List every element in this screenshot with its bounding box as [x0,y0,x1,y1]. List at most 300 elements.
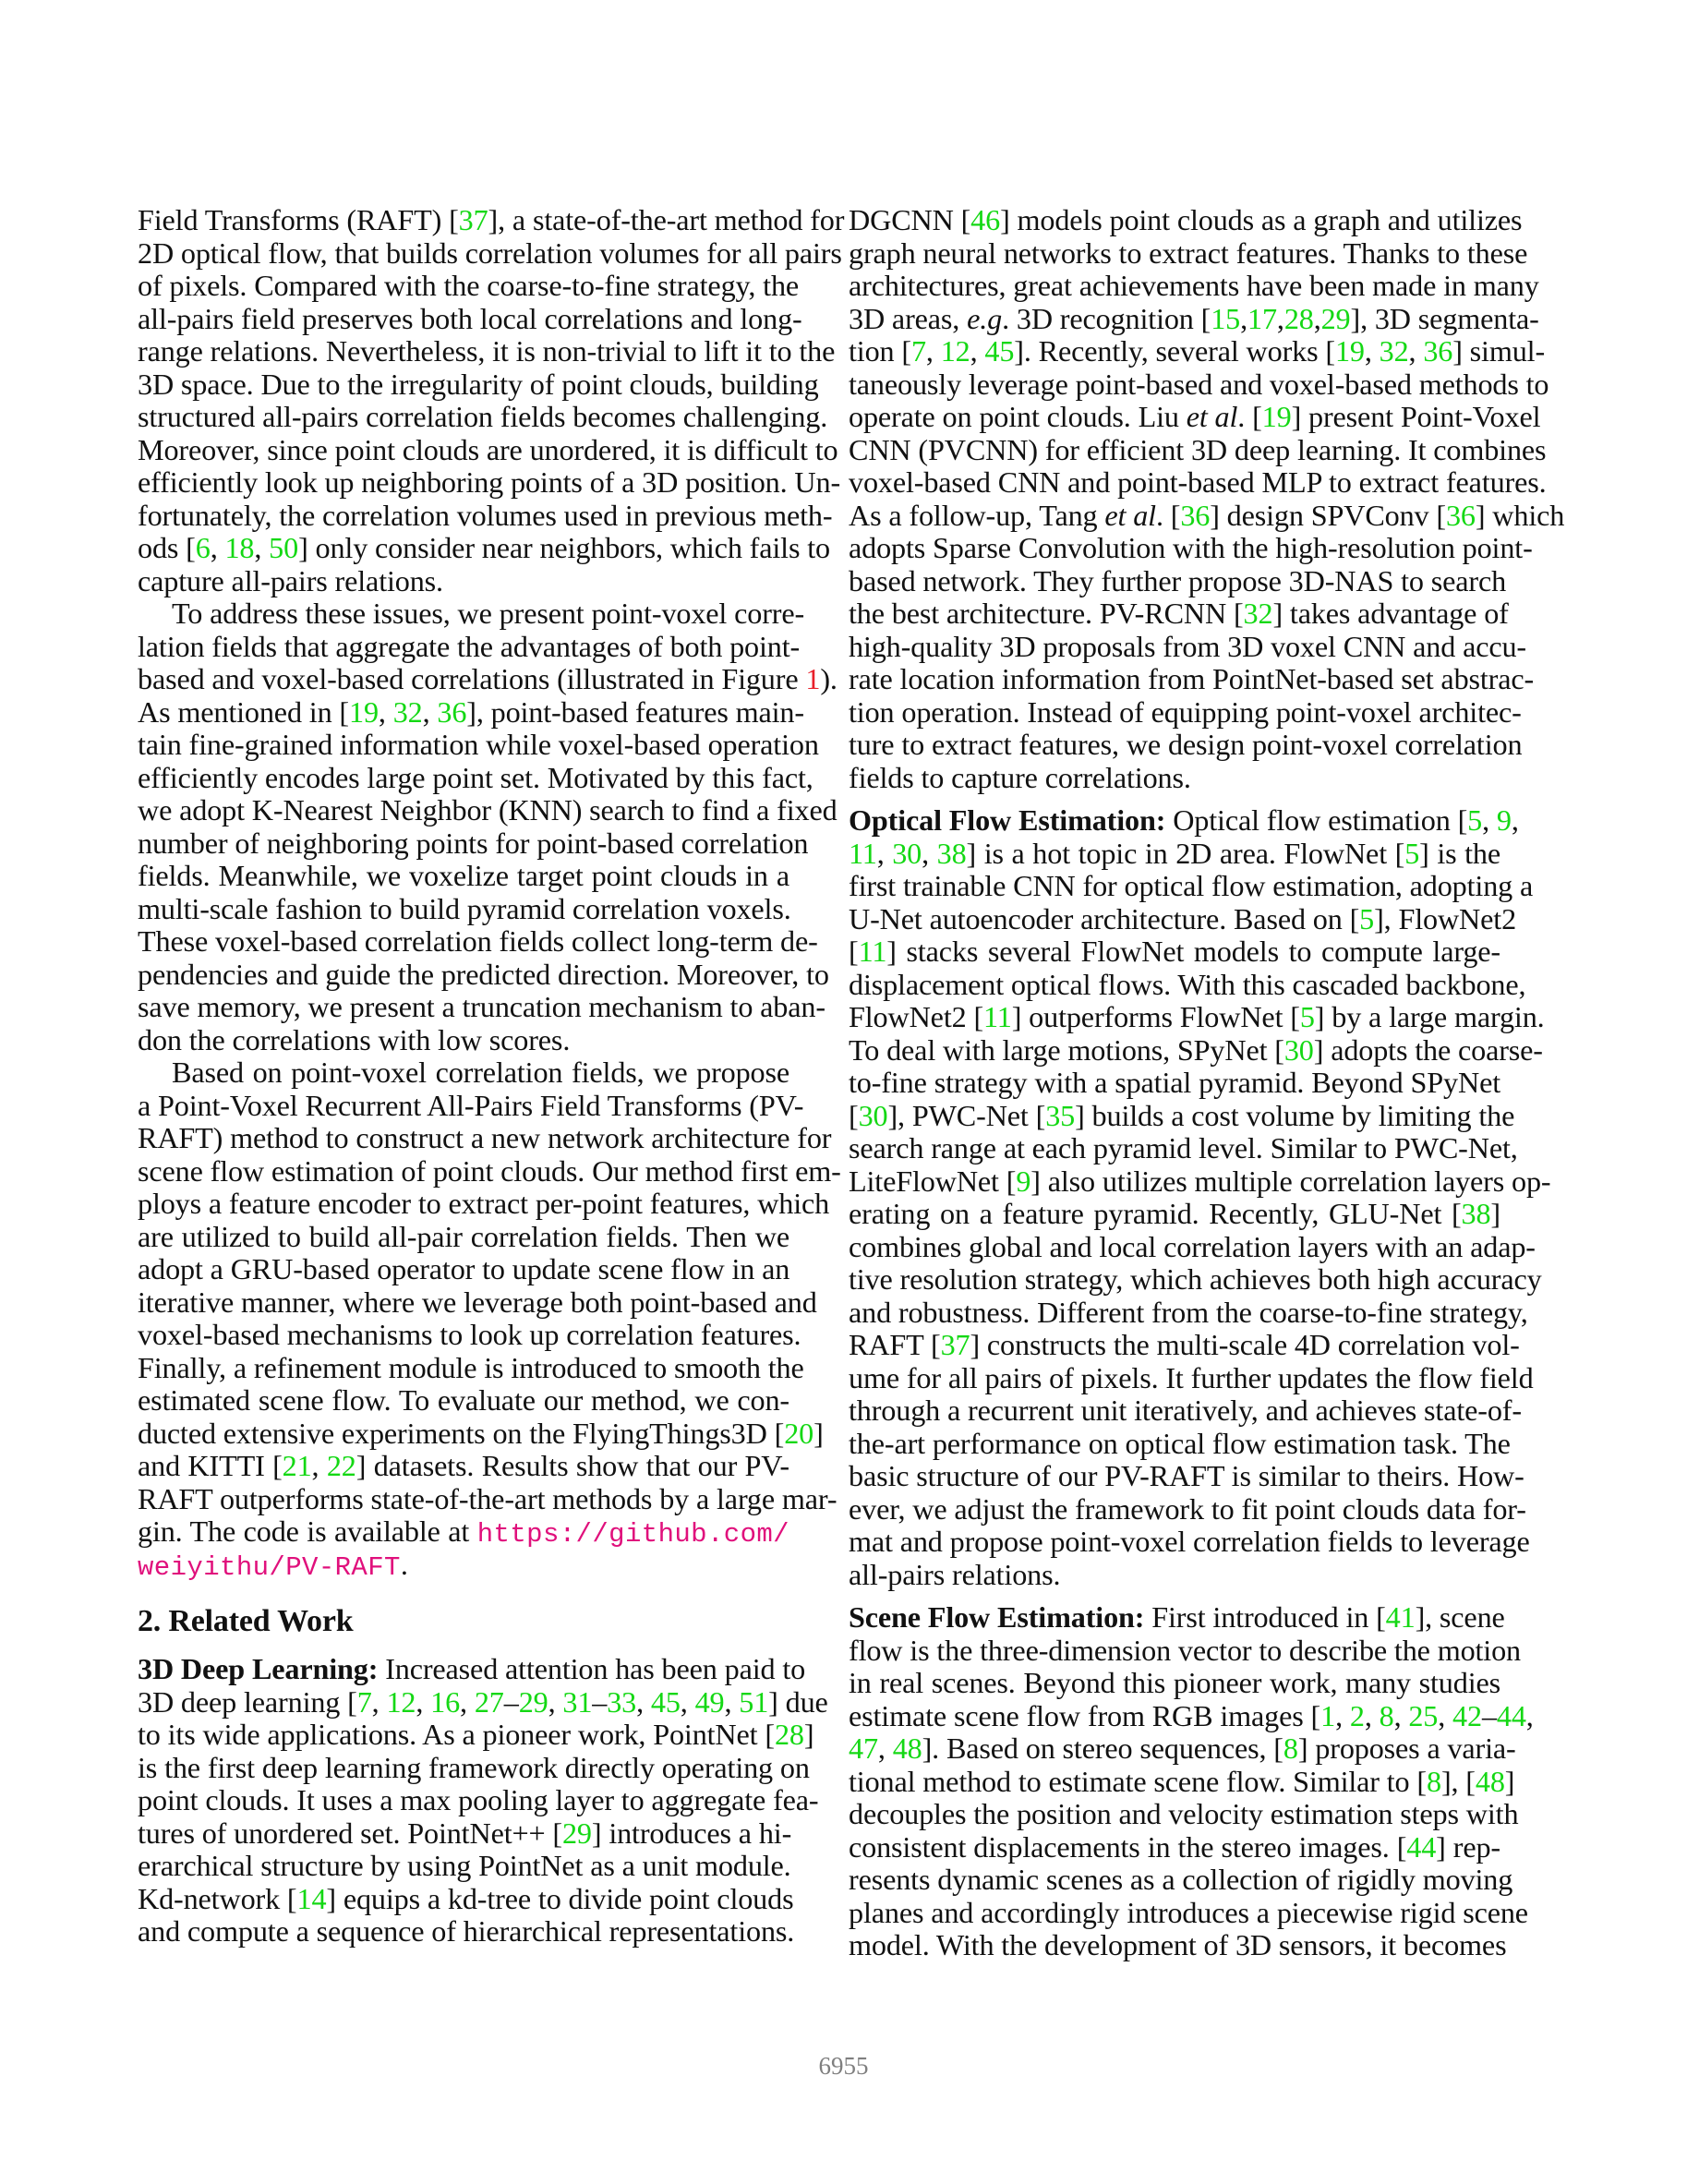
citation-link[interactable]: 5 [1299,1000,1315,1033]
text-line [849,1328,1520,1362]
citation-link[interactable]: 8 [1379,1698,1394,1732]
text-run: , [970,334,985,368]
citation-link[interactable]: 33 [607,1684,637,1719]
text-line [138,1318,801,1352]
text-run: ], 3D segmenta- [1350,301,1539,335]
text-run: displacement optical flows. With this cascaded backbone, [849,967,1526,1001]
citation-link[interactable]: 29 [561,1816,592,1850]
text-run: all-pairs field preserves both local correlations and long- [138,301,802,335]
text-line [849,1067,1500,1100]
text-run: To address these issues, we present point-voxel corre- [172,597,805,630]
text-run: 3D deep learning [ [138,1684,357,1719]
paragraph [849,1600,1534,1962]
text-run: ods [ [138,531,196,564]
text-run: ] takes advantage of [1272,597,1509,630]
citation-link[interactable]: 51 [739,1684,769,1719]
text-run: ] stacks several FlowNet models to compute large- [886,935,1500,968]
text-line [138,826,809,861]
text-run: 2D optical flow, that builds correlation volumes for all pairs [138,235,842,270]
text-run: architectures, great achievements have been made in many [849,269,1539,302]
text-run: – [592,1684,608,1719]
text-run: ] builds a cost volume by limiting the [1075,1098,1515,1132]
text-run: , [877,1732,893,1765]
citation-link[interactable]: 11 [983,1000,1012,1033]
citation-link[interactable]: 5 [1467,803,1483,837]
text-line [849,1262,1542,1297]
text-line [138,694,804,730]
text-line [849,1559,1500,1592]
text-run: , [724,1684,740,1719]
citation-link[interactable]: 36 [437,694,467,729]
text-run: , [1408,334,1424,368]
citation-link[interactable]: 21 [282,1449,312,1482]
text-line [138,498,833,533]
italic-text: e.g [967,301,1003,335]
text-line [849,967,1526,1002]
text-line [138,1221,789,1254]
text-run: U-Net autoencoder architecture. Based on [ [849,901,1360,935]
citation-link[interactable]: 31 [562,1684,593,1719]
text-run: Field Transforms (RAFT) [ [138,203,459,236]
citation-link[interactable]: 28 [774,1718,804,1751]
citation-link[interactable]: 50 [269,531,299,564]
text-run: a Point-Voxel Recurrent All-Pairs Field Transforms (PV- [138,1088,804,1122]
text-run: . [ [1155,498,1181,532]
citation-link[interactable]: 30 [1283,1032,1314,1067]
text-line [849,1732,1516,1766]
text-run: , [378,694,393,729]
text-run: . 3D recognition [ [1002,301,1211,335]
text-run: ] datasets. Results show that our PV- [355,1449,789,1482]
text-run: ducted extensive experiments on the FlyingThings3D [ [138,1416,785,1450]
text-line [849,1764,1515,1799]
text-line [138,1088,804,1123]
text-run: consistent displacements in the stereo images. [ [849,1829,1407,1864]
text-line [138,1384,789,1418]
citation-link[interactable]: 8 [1426,1764,1441,1798]
text-run: , [1313,301,1321,335]
citation-link[interactable]: 1 [1320,1698,1336,1732]
text-run: ] is the [1419,836,1501,870]
paragraph [138,203,845,597]
citation-link[interactable]: 7 [910,334,926,368]
text-run: structured all-pairs correlation fields becomes challenging. [138,400,828,433]
text-line [138,301,802,336]
text-run: ] constructs the multi-scale 4D correlation vol- [970,1328,1520,1361]
citation-link[interactable]: 29 [1320,301,1351,335]
citation-link[interactable]: 37 [940,1328,970,1361]
citation-link[interactable]: 35 [1045,1098,1076,1132]
citation-link[interactable]: 11 [858,935,887,968]
text-line [849,597,1509,631]
text-line [849,1525,1530,1559]
text-run: , [1364,1698,1380,1732]
text-run: capture all-pairs relations. [138,563,443,597]
citation-link[interactable]: 5 [1359,901,1375,935]
text-line [849,1295,1528,1330]
text-line [849,901,1517,936]
text-line [849,629,1526,664]
text-line [138,269,800,303]
text-run: , [1240,301,1248,335]
text-run: decouples the position and velocity estimation steps with [849,1797,1519,1830]
text-run: and compute a sequence of hierarchical representations. [138,1914,795,1948]
text-run: These voxel-based correlation fields collect long-term de- [138,924,818,958]
citation-link[interactable]: 46 [970,203,1001,236]
url-link[interactable]: weiyithu/PV-RAFT [138,1551,401,1583]
text-line [849,400,1541,434]
text-run: ] models point clouds as a graph and utilizes [1000,203,1523,236]
text-line [138,1350,804,1385]
text-run: fields. Meanwhile, we voxelize target point clouds in a [138,859,789,892]
text-run: don the correlations with low scores. [138,1022,571,1056]
text-run: multi-scale fashion to build pyramid correlation voxels. [138,891,791,925]
citation-link[interactable]: 9 [1016,1164,1031,1198]
text-line [138,1416,824,1451]
right-column-body [849,203,1565,1962]
citation-link[interactable]: 25 [1408,1698,1439,1732]
text-run: rate location information from PointNet-based set abstrac- [849,662,1535,695]
paragraph [138,597,837,1056]
citation-link[interactable]: 44 [1406,1829,1437,1864]
text-run: taneously leverage point-based and voxel-based methods to [849,367,1549,401]
text-run: , [1364,334,1380,368]
text-run: RAFT outperforms state-of-the-art methods by a large mar- [138,1481,837,1515]
text-run: As a follow-up, Tang [849,498,1105,532]
text-line [138,235,842,271]
paragraph-heading: 3D Deep Learning: [138,1652,379,1685]
text-line [849,1698,1534,1733]
text-run: the-art performance on optical flow estimation task. The [849,1426,1511,1460]
text-run: combines global and local correlation layers with an adap- [849,1229,1536,1263]
text-run: to-fine strategy with a spatial pyramid. Beyond SPyNet [849,1066,1500,1099]
text-run: , [876,836,893,870]
citation-link[interactable]: 14 [296,1881,327,1915]
text-line [138,565,789,598]
text-line [849,1831,1500,1864]
text-run: Based on point-voxel correlation fields, we propose [172,1056,789,1089]
text-line [849,728,1523,762]
text-line [849,465,1547,500]
citation-link[interactable]: 38 [936,836,967,870]
text-line [138,728,819,762]
citation-link[interactable]: 22 [326,1449,356,1482]
text-run: ] present Point-Voxel [1291,400,1541,433]
text-run: , [1393,1698,1409,1732]
text-line [138,531,830,565]
citation-link[interactable]: 9 [1496,803,1512,837]
citation-link[interactable]: 17 [1247,301,1277,335]
text-run: , [460,1684,475,1719]
text-run: of pixels. Compared with the coarse-to-fine strategy, the [138,269,800,302]
citation-link[interactable]: 19 [349,694,379,729]
citation-link[interactable]: 32 [1379,334,1409,368]
citation-link[interactable]: 36 [1423,334,1453,368]
text-line [849,1797,1519,1831]
url-link[interactable]: https://github.com/ [476,1519,789,1550]
paragraph [138,1652,828,1949]
text-run: – [1481,1698,1497,1732]
citation-link[interactable]: 27 [474,1684,504,1719]
text-run: first trainable CNN for optical flow estimation, adopting a [849,869,1534,902]
text-line [138,1850,789,1883]
text-run: , [1525,1698,1534,1732]
text-run: , [254,531,270,564]
citation-link[interactable]: 37 [458,203,488,236]
text-run: iterative manner, where we leverage both point-based and [138,1285,817,1319]
citation-link[interactable]: 6 [195,531,211,564]
citation-link[interactable]: 49 [694,1684,725,1719]
text-run: tion [ [849,334,911,368]
text-line [138,1914,795,1949]
citation-link[interactable]: 38 [1461,1197,1491,1230]
text-line [138,597,805,631]
text-line [849,935,1500,969]
text-run: , [1438,1698,1453,1732]
citation-link[interactable]: 16 [430,1684,461,1719]
text-line [138,1718,814,1752]
text-line [138,334,836,368]
text-run: the best architecture. PV-RCNN [ [849,597,1244,630]
text-run: To deal with large motions, SPyNet [ [849,1032,1284,1067]
citation-link[interactable]: 47 [849,1732,878,1765]
citation-link[interactable]: 42 [1452,1698,1482,1732]
text-line [849,694,1522,730]
text-run: ] by a large margin. [1314,1000,1545,1033]
text-line [138,367,819,402]
text-line [849,235,1528,271]
text-line [849,1000,1545,1034]
citation-link[interactable]: 32 [392,694,423,729]
text-line [849,1928,1507,1962]
text-line [138,1549,789,1582]
text-line [849,1098,1515,1133]
text-line [849,1895,1528,1930]
citation-link[interactable]: 41 [1385,1600,1416,1634]
text-run: ], PWC-Net [ [887,1098,1046,1132]
citation-link[interactable]: 5 [1404,836,1420,870]
text-run: planes and accordingly introduces a piecewise rigid scene [849,1895,1528,1929]
text-run: model. With the development of 3D sensors, it becomes [849,1928,1507,1961]
citation-link[interactable]: 19 [1334,334,1365,368]
citation-link[interactable]: 36 [1180,498,1211,532]
citation-link[interactable]: 45 [650,1684,681,1719]
text-line [849,803,1519,838]
text-run: ] is a hot topic in 2D area. FlowNet [ [966,836,1405,870]
text-run: fortunately, the correlation volumes used in previous meth- [138,498,833,532]
text-run: FlowNet2 [ [849,1000,984,1033]
citation-link[interactable]: 8 [1283,1732,1298,1765]
left-column [138,203,845,1949]
citation-link[interactable]: 48 [1475,1764,1505,1798]
italic-text: et al [1104,498,1156,532]
text-line [849,1491,1526,1526]
citation-link[interactable]: 2 [1349,1698,1365,1732]
text-run: Increased attention has been paid to [378,1652,806,1685]
paragraph [849,203,1565,794]
text-run: RAFT [ [849,1328,941,1361]
text-line [138,400,828,434]
text-run: . [400,1547,408,1581]
text-line [138,924,818,959]
text-line [138,432,838,467]
text-run: through a recurrent unit iteratively, and achieves state-of- [849,1394,1522,1427]
text-line [138,1684,828,1719]
text-run: , [416,1684,431,1719]
text-line [849,432,1547,467]
text-line [138,465,841,500]
text-run: ] which [1475,498,1565,532]
text-line [849,1426,1511,1461]
text-run: ] introduces a hi- [591,1816,792,1850]
text-run: number of neighboring points for point-based correlation [138,826,809,860]
text-run: ] proposes a varia- [1297,1732,1516,1765]
text-run: high-quality 3D proposals from 3D voxel CNN and accu- [849,629,1526,663]
text-run: based and voxel-based correlations (illustrated in Figure [138,662,806,695]
text-run: , [680,1684,695,1719]
text-line [849,1459,1524,1493]
citation-link[interactable]: 7 [356,1684,372,1719]
text-run: search range at each pyramid level. Similar to PWC-Net, [849,1131,1518,1164]
text-run: ] due [768,1684,828,1719]
citation-link[interactable]: 11 [849,836,877,870]
text-run: DGCNN [ [849,203,971,236]
text-run: gin. The code is available at [138,1514,477,1548]
citation-link[interactable]: 15 [1211,301,1241,335]
text-run: ume for all pairs of pixels. It further updates the flow field [849,1360,1534,1394]
text-line [849,1667,1500,1700]
text-run: ] also utilizes multiple correlation layers op- [1030,1164,1551,1198]
text-run: ] [803,1718,814,1751]
citation-link[interactable]: 12 [386,1684,416,1719]
text-line [849,1032,1543,1068]
text-run: and KITTI [ [138,1449,283,1482]
text-run: erarchical structure by using PointNet as a unit module. [138,1849,791,1882]
text-run: ]. Based on stereo sequences, [ [922,1732,1283,1765]
text-line [849,1863,1513,1897]
text-run: flow is the three-dimension vector to describe the motion [849,1633,1521,1667]
text-line [138,662,837,696]
text-run: basic structure of our PV-RAFT is similar to theirs. How- [849,1459,1524,1492]
citation-link[interactable]: 18 [224,531,255,564]
text-line [849,869,1534,903]
text-run: adopt a GRU-based operator to update scene flow in an [138,1252,790,1285]
text-run: ] [1504,1764,1515,1798]
text-run: and robustness. Different from the coarse-to-fine strategy, [849,1295,1528,1329]
text-line [138,990,825,1024]
text-run: , [1276,301,1284,335]
text-line [849,1229,1536,1264]
text-run: based network. They further propose 3D-NAS to search [849,563,1507,597]
text-line [138,1253,789,1286]
text-run: are utilized to build all-pair correlation fields. Then we [138,1219,789,1253]
text-run: save memory, we present a truncation mechanism to aban- [138,990,825,1023]
text-line [138,1024,789,1057]
text-line [849,1394,1522,1428]
related-work-body [138,1652,828,1949]
text-run: ] simul- [1452,334,1546,368]
citation-link[interactable]: 19 [1261,400,1292,433]
text-run: , [922,836,937,870]
text-run: ] rep- [1436,1829,1500,1864]
text-run: tain fine-grained information while voxel-based operation [138,728,819,761]
text-line [138,793,837,827]
text-run: efficiently encodes large point set. Motivated by this fact, [138,760,813,794]
text-line [849,1198,1500,1231]
text-line [138,1121,832,1155]
text-run: in real scenes. Beyond this pioneer work, many studies [849,1666,1500,1699]
citation-link[interactable]: 30 [892,836,922,870]
right-column [849,203,1565,1962]
citation-link[interactable]: 48 [892,1732,922,1765]
text-line [138,1450,789,1483]
text-run: First introduced in [ [1144,1600,1386,1634]
paragraph-heading: Optical Flow Estimation: [849,803,1166,837]
text-line [849,1600,1505,1635]
text-line [849,301,1539,336]
text-run: resents dynamic scenes as a collection of rigidly moving [849,1863,1513,1896]
text-run: Moreover, since point clouds are unordered, it is difficult to [138,432,838,466]
page-number: 6955 [818,2052,869,2080]
text-line [849,838,1500,871]
text-line [138,1750,810,1785]
text-run: ], FlowNet2 [1374,901,1517,935]
text-run: LiteFlowNet [ [849,1164,1017,1198]
text-line [849,367,1549,402]
text-line [849,1633,1521,1668]
text-run: scene flow estimation of point clouds. Our method first em- [138,1153,841,1188]
text-line [138,629,801,664]
italic-text: et al [1186,400,1238,433]
paragraph [849,803,1551,1591]
text-line [138,893,789,926]
text-run: point clouds. It uses a max pooling layer to aggregate fea- [138,1783,819,1816]
text-line [849,269,1539,303]
citation-link[interactable]: 30 [858,1098,888,1132]
figure-link[interactable]: 1 [805,662,821,695]
text-run: [ [849,1098,859,1132]
citation-link[interactable]: 20 [784,1416,814,1450]
text-run: adopts Sparse Convolution with the high-resolution point- [849,531,1533,564]
citation-link[interactable]: 44 [1496,1698,1526,1732]
citation-link[interactable]: 32 [1243,597,1273,630]
text-line [849,1131,1518,1165]
text-run: . [ [1237,400,1262,433]
text-run: ture to extract features, we design point-voxel correlation [849,728,1523,761]
text-line [849,531,1533,565]
text-run: lation fields that aggregate the advantages of both point- [138,629,801,663]
text-line [138,1515,789,1549]
citation-link[interactable]: 45 [984,334,1015,368]
text-line [138,860,789,893]
text-line [849,334,1546,368]
citation-link[interactable]: 28 [1283,301,1314,335]
left-column-body [138,203,845,1583]
citation-link[interactable]: 36 [1445,498,1476,532]
text-line [138,1187,830,1221]
text-run: all-pairs relations. [849,1557,1061,1591]
text-run: ploys a feature encoder to extract per-point features, which [138,1187,830,1220]
text-line [138,957,829,992]
citation-link[interactable]: 12 [940,334,970,368]
text-line [138,1056,789,1090]
text-line [138,1481,837,1516]
text-run: , [311,1449,327,1482]
citation-link[interactable]: 29 [518,1684,548,1719]
text-run: to its wide applications. As a pioneer work, PointNet [ [138,1718,775,1751]
text-run: ] outperforms FlowNet [ [1011,1000,1300,1033]
text-run: is the first deep learning framework directly operating on [138,1750,810,1784]
